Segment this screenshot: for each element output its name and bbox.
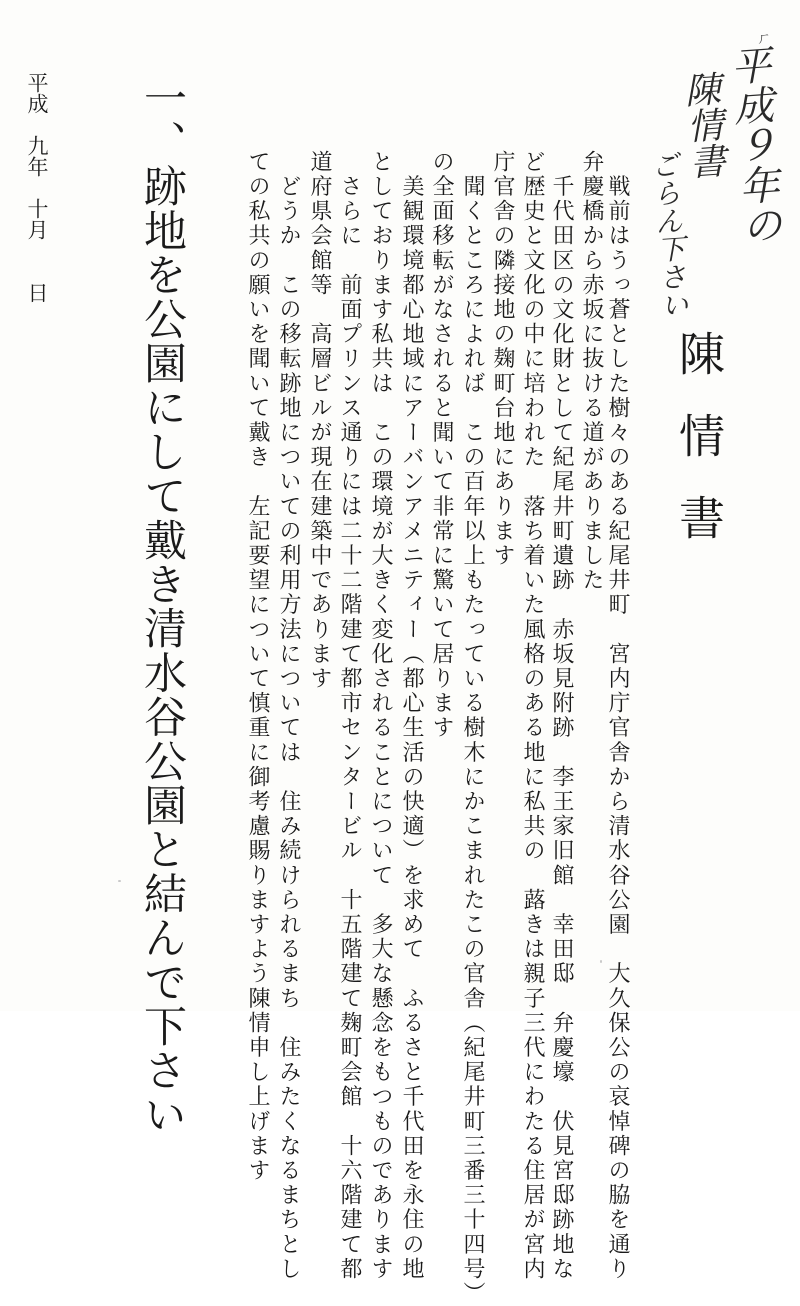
scan-speck [118, 880, 121, 882]
document-title: 陳情書 [672, 330, 726, 576]
body-line-4: ど歴史と文化の中に培われた 落ち着いた風格のある地に私共の 蕗きは親子三代にわたる住居が宮内 [520, 150, 545, 1282]
body-line-5: 庁官舎の隣接地の麹町台地にあります [490, 150, 515, 569]
document-date: 平成 九年 十月 日 [25, 72, 49, 303]
handwritten-note-line-2: 陳情書 [678, 69, 727, 181]
handwritten-note-line-1: 平成９年の [723, 43, 783, 247]
body-line-3: 千代田区の文化財として紀尾井町遺跡 赤坂見附跡 李王家旧館 幸田邸 弁慶壕 伏見宮邸跡地な [549, 150, 574, 1282]
body-line-13: ての私共の願いを聞いて戴き 左記要望について慎重に御考慮賜りますよう陳情申し上げます [245, 150, 270, 1184]
body-line-7: の全面移転がなされると聞いて非常に驚いて居ります [429, 150, 454, 741]
handwritten-note-line-3: ごらん下さい [646, 149, 691, 320]
body-line-11: 道府県会館等 高層ビルが現在建築中であります [307, 150, 332, 692]
body-line-8: 美観環境都心地域にアーバンアメニティー（都心生活の快適）を求めて ふるさと千代田を永住の地 [399, 150, 424, 1282]
handwritten-mark: ㄏ [757, 31, 771, 47]
body-line-12: どうか この移転跡地についての利用方法については 住み続けられるまち 住みたくなるまちとし [276, 150, 301, 1282]
request-heading: 一、跡地を公園にして戴き清水谷公園と結んで下さい [137, 76, 187, 1137]
body-line-9: としております私共は この環境が大きく変化されることについて 多大な懸念をもつものであります [368, 150, 393, 1282]
body-line-1: 戦前はうっ蒼とした樹々のある紀尾井町 宮内庁官舎から清水谷公園 大久保公の哀悼碑の脇を通り [605, 150, 630, 1282]
body-line-10: さらに 前面プリンス通りには二十二階建て都市センタービル 十五階建て麹町会館 十六階建て都 [337, 150, 362, 1282]
body-line-2: 弁慶橋から赤坂に抜ける道がありました [579, 150, 604, 593]
body-line-6: 聞くところによれば この百年以上もたっている樹木にかこまれたこの官舎（紀尾井町三番三十四号） [460, 150, 485, 1306]
